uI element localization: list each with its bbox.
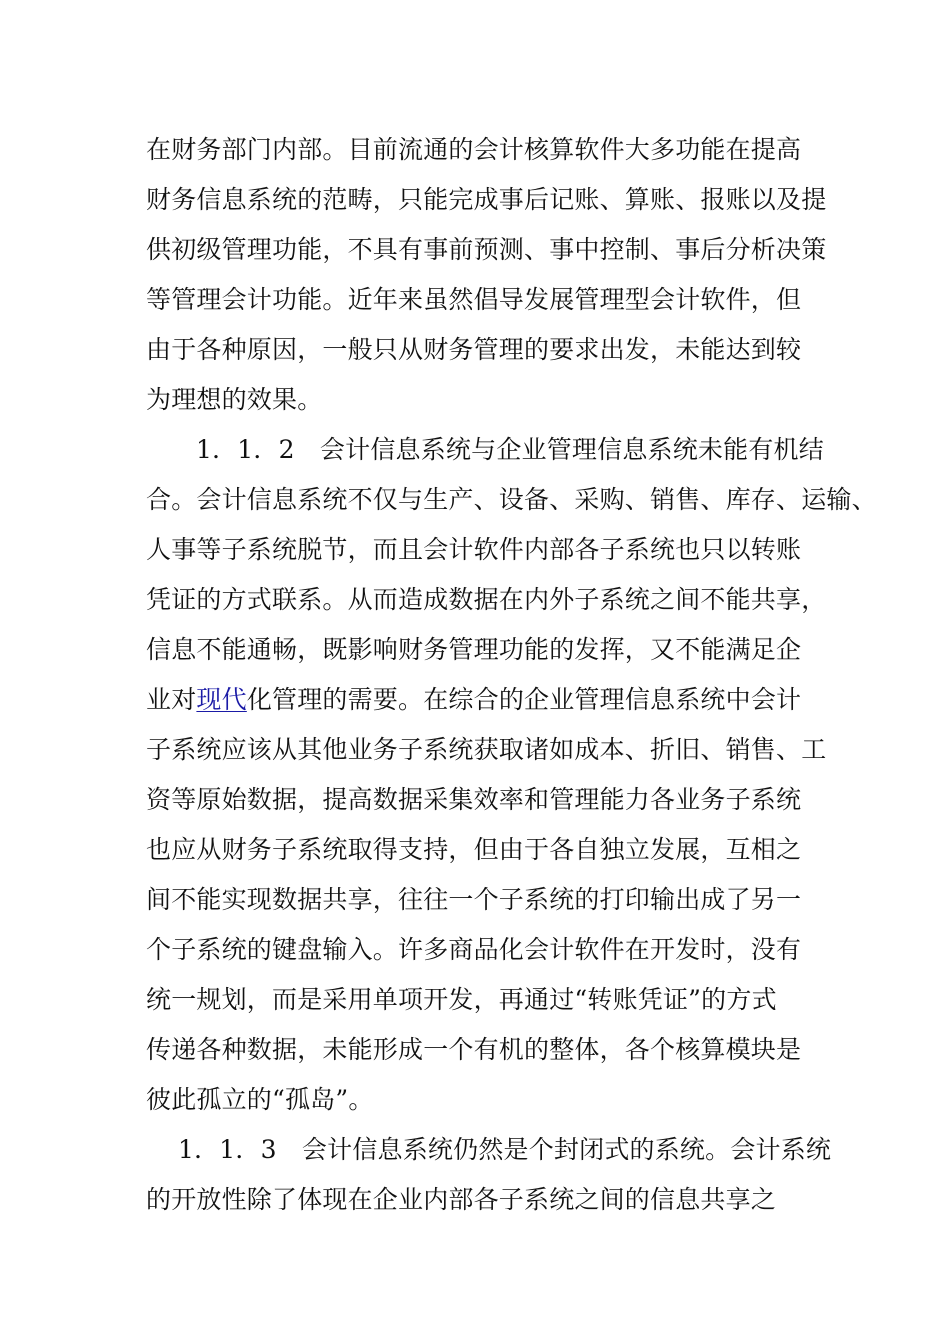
text-line: 为理想的效果。 [146, 385, 323, 414]
text-line: 等管理会计功能。近年来虽然倡导发展管理型会计软件，但 [146, 285, 802, 314]
section-heading-1-1-2: 1．1．2 会计信息系统与企业管理信息系统未能有机结 [196, 435, 824, 464]
text-segment: 化管理的需要。在综合的企业管理信息系统中会计 [246, 685, 802, 714]
text-segment: 业对 [146, 685, 197, 714]
text-line: 资等原始数据，提高数据采集效率和管理能力各业务子系统 [146, 785, 802, 814]
text-line: 也应从财务子系统取得支持，但由于各自独立发展，互相之 [146, 835, 802, 864]
text-line: 彼此孤立的“孤岛”。 [146, 1085, 374, 1114]
text-line-with-link [146, 680, 801, 720]
section-heading-1-1-3: 1．1．3 会计信息系统仍然是个封闭式的系统。会计系统 [178, 1135, 832, 1164]
text-line: 人事等子系统脱节，而且会计软件内部各子系统也只以转账 [146, 535, 802, 564]
text-line: 统一规划，而是采用单项开发，再通过“转账凭证”的方式 [146, 985, 777, 1014]
text-line: 信息不能通畅，既影响财务管理功能的发挥，又不能满足企 [146, 635, 802, 664]
text-line: 个子系统的键盘输入。许多商品化会计软件在开发时，没有 [146, 935, 802, 964]
text-line: 财务信息系统的范畴，只能完成事后记账、算账、报账以及提 [146, 185, 827, 214]
text-line: 凭证的方式联系。从而造成数据在内外子系统之间不能共享， [146, 585, 827, 614]
text-line: 在财务部门内部。目前流通的会计核算软件大多功能在提高 [146, 135, 802, 164]
text-line: 子系统应该从其他业务子系统获取诸如成本、折旧、销售、工 [146, 735, 827, 764]
text-line: 由于各种原因，一般只从财务管理的要求出发，未能达到较 [146, 335, 802, 364]
text-line: 合。会计信息系统不仅与生产、设备、采购、销售、库存、运输、 [146, 485, 877, 514]
text-line: 的开放性除了体现在企业内部各子系统之间的信息共享之 [146, 1185, 777, 1214]
modern-link[interactable]: 现代 [196, 685, 247, 714]
text-line: 传递各种数据，未能形成一个有机的整体，各个核算模块是 [146, 1035, 802, 1064]
text-line: 间不能实现数据共享，往往一个子系统的打印输出成了另一 [146, 885, 802, 914]
text-line: 供初级管理功能，不具有事前预测、事中控制、事后分析决策 [146, 235, 827, 264]
